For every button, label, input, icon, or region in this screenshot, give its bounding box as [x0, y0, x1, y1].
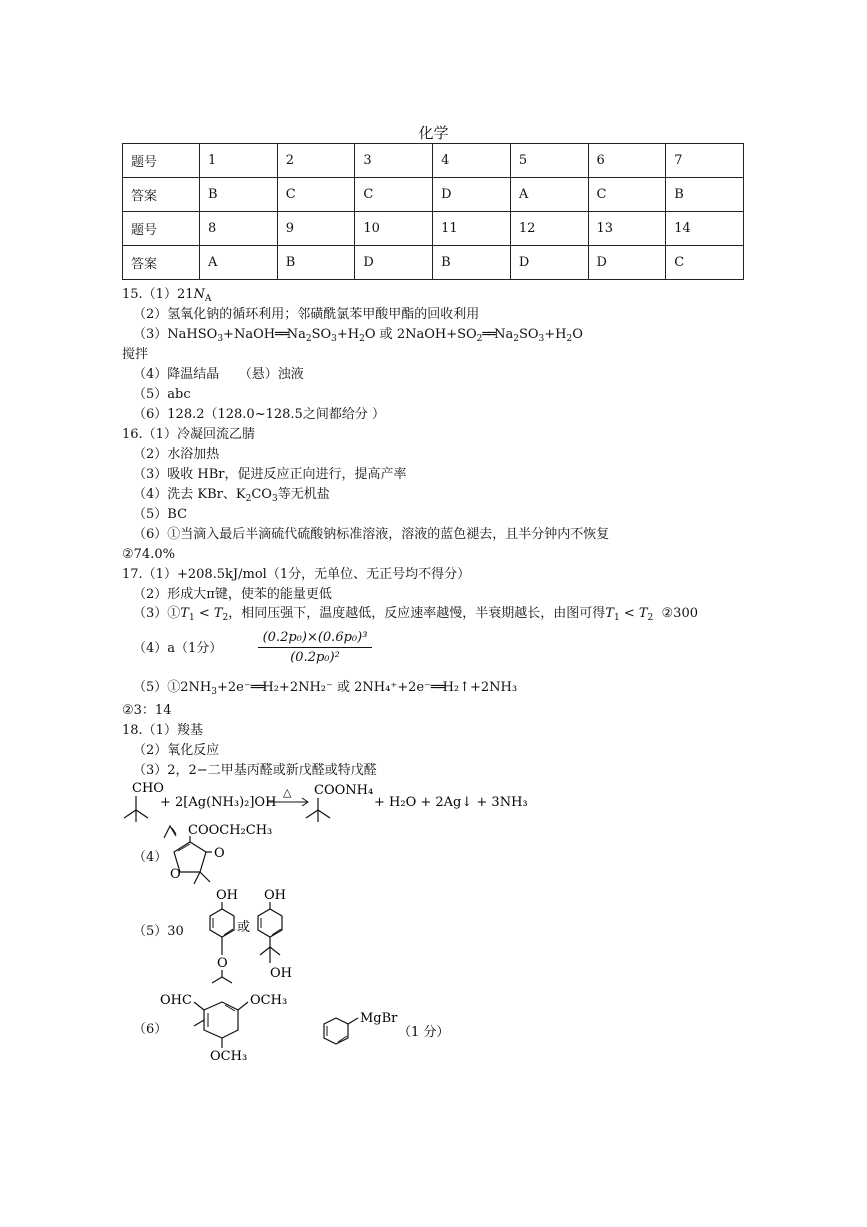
mgbr-label: MgBr	[360, 1011, 398, 1026]
table-cell: C	[355, 178, 433, 212]
q18-answer-6-label: （6）	[133, 1022, 168, 1037]
q15-answer-1: $15.(1)21N_A$	[122, 287, 212, 304]
q16-answer-1: 16.（1）冷凝回流乙腈	[122, 427, 255, 442]
bond	[194, 1002, 204, 1010]
table-cell: 7	[666, 144, 744, 178]
table-cell: A	[200, 246, 278, 280]
table-cell: 12	[510, 212, 588, 246]
q18-answer-5-label: （5）30	[133, 924, 184, 939]
table-cell: 5	[510, 144, 588, 178]
ketone-o-label: O	[214, 846, 225, 861]
bond	[260, 947, 270, 955]
q18-answer-1: 18.（1）羧基	[122, 723, 203, 738]
benzene-ring-1	[210, 909, 234, 937]
methoxy-top-label: OCH₃	[250, 993, 288, 1008]
alcohol-oh-label: OH	[270, 966, 292, 981]
q18-6-structure	[160, 990, 300, 1070]
q16-answer-6-1: （6）①当滴入最后半滴硫代硫酸钠标准溶液，溶液的蓝色褪去，且半分钟内不恢复	[133, 527, 610, 542]
q17-answer-2: （2）形成大π键，使苯的能量更低	[133, 587, 332, 602]
table-cell: A	[510, 178, 588, 212]
benzene-ring	[324, 1018, 348, 1044]
table-cell: D	[510, 246, 588, 280]
benzene-ring	[204, 1002, 238, 1038]
q16-answer-6-2: ②74.0%	[122, 547, 175, 562]
q16-answer-3: （3）吸收 HBr，促进反应正向进行，提高产率	[133, 467, 407, 482]
q17-answer-5-1: $(5)①2NH_3+2e^-══H_2+2NH_2^-$ 或 2NH₄⁺+2e⁻══H₂↑+2NH₃	[133, 680, 518, 697]
table-cell: B	[200, 178, 278, 212]
table-cell: 1	[200, 144, 278, 178]
methyl-bond	[200, 872, 210, 882]
table-row	[123, 178, 744, 212]
or-label: 或	[237, 920, 251, 935]
q15-answer-4: （4）降温结晶 （悬）浊液	[133, 367, 304, 382]
reagent-label: + 2[Ag(NH₃)₂]OH	[160, 795, 277, 810]
table-row	[123, 212, 744, 246]
q18-answer-3: （3）2，2−二甲基丙醛或新戊醛或特戊醛	[133, 763, 377, 778]
ether-o-label: O	[217, 956, 228, 971]
q17-answer-1: 17.（1）+208.5kJ/mol（1分，无单位、无正号均不得分）	[122, 567, 471, 582]
table-cell: D	[588, 246, 666, 280]
byproducts-label: + H₂O + 2Ag↓ + 3NH₃	[374, 795, 528, 810]
bond	[212, 977, 222, 983]
table-cell: 14	[666, 212, 744, 246]
q17-answer-3: $(3)①T_1 < T_2$，相同压强下，温度越低，反应速率越慢，半衰期越长，由图可得$T_1 < T_2$ ②300	[133, 606, 698, 623]
table-cell: B	[433, 246, 511, 280]
q18-answer-2: （2）氧化反应	[133, 743, 220, 758]
bond	[238, 1002, 248, 1010]
answer-table	[122, 143, 744, 280]
table-cell: D	[355, 246, 433, 280]
table-row-label: 题号	[123, 212, 200, 246]
q15-answer-6: （6）128.2（128.0~128.5之间都给分 ）	[133, 407, 385, 422]
q18-5-structures	[200, 885, 320, 995]
table-cell: D	[433, 178, 511, 212]
bond	[194, 1020, 204, 1026]
table-cell: 2	[277, 144, 355, 178]
table-row	[123, 144, 744, 178]
table-row-label: 题号	[123, 144, 200, 178]
table-cell: C	[588, 178, 666, 212]
fraction-denominator: (0.2p₀)²	[290, 650, 340, 665]
q15-answer-5: （5）abc	[133, 387, 191, 402]
bond	[270, 947, 280, 955]
q15-answer-3-extra: 搅拌	[122, 347, 149, 362]
q17-answer-5-2: ②3：14	[122, 703, 172, 718]
fraction-numerator: (0.2p₀)×(0.6p₀)³	[258, 630, 372, 648]
score-label: （1 分）	[398, 1025, 450, 1040]
table-cell: 3	[355, 144, 433, 178]
q16-answer-2: （2）水浴加热	[133, 447, 220, 462]
bond	[222, 977, 232, 983]
table-row-label: 答案	[123, 178, 200, 212]
reactant-cho-label: CHO	[132, 781, 164, 796]
ring-o-label: O	[170, 867, 181, 882]
product-bond	[318, 810, 330, 818]
table-cell: 6	[588, 144, 666, 178]
q18-4-structure	[160, 820, 300, 895]
reactant-bond	[136, 810, 148, 818]
table-cell: 11	[433, 212, 511, 246]
bond	[348, 1018, 358, 1024]
phenol-oh-label-2: OH	[264, 888, 286, 903]
phenol-oh-label-1: OH	[216, 888, 238, 903]
table-cell: 10	[355, 212, 433, 246]
table-row-label: 答案	[123, 246, 200, 280]
phenyl-mgbr-structure	[318, 1010, 468, 1055]
table-cell: 9	[277, 212, 355, 246]
q16-answer-4: （4）洗去 KBr、$K_2CO_3$等无机盐	[133, 487, 330, 504]
q18-answer-4-label: （4）	[133, 850, 168, 865]
product-bond	[306, 810, 318, 818]
table-cell: C	[277, 178, 355, 212]
product-label: COONH₄	[314, 783, 374, 798]
table-cell: 13	[588, 212, 666, 246]
reactant-bond	[124, 810, 136, 818]
table-cell: B	[277, 246, 355, 280]
q15-answer-3: $(3)NaHSO_3+NaOH══Na_2SO_3+H_2O$ 或 $2NaOH+SO_2══Na_2SO_3+H_2O$	[133, 327, 583, 344]
q17-answer-4-label: （4）a（1分）	[133, 641, 223, 656]
heat-symbol: △	[283, 786, 292, 799]
aldehyde-label: OHC	[160, 993, 192, 1008]
table-cell: 8	[200, 212, 278, 246]
q15-answer-2: （2）氢氧化钠的循环利用；邻磺酰氯苯甲酸甲酯的回收利用	[133, 307, 480, 322]
page-title: 化学	[418, 124, 449, 142]
methyl-bond	[194, 872, 200, 884]
table-cell: B	[666, 178, 744, 212]
ester-group-label: COOCH₂CH₃	[188, 823, 273, 838]
q16-answer-5: （5）BC	[133, 507, 188, 522]
benzene-ring-2	[258, 909, 282, 937]
table-cell: 4	[433, 144, 511, 178]
methoxy-bottom-label: OCH₃	[210, 1049, 248, 1064]
table-row	[123, 246, 744, 280]
q17-answer-4-fraction	[258, 630, 372, 665]
table-cell: C	[666, 246, 744, 280]
